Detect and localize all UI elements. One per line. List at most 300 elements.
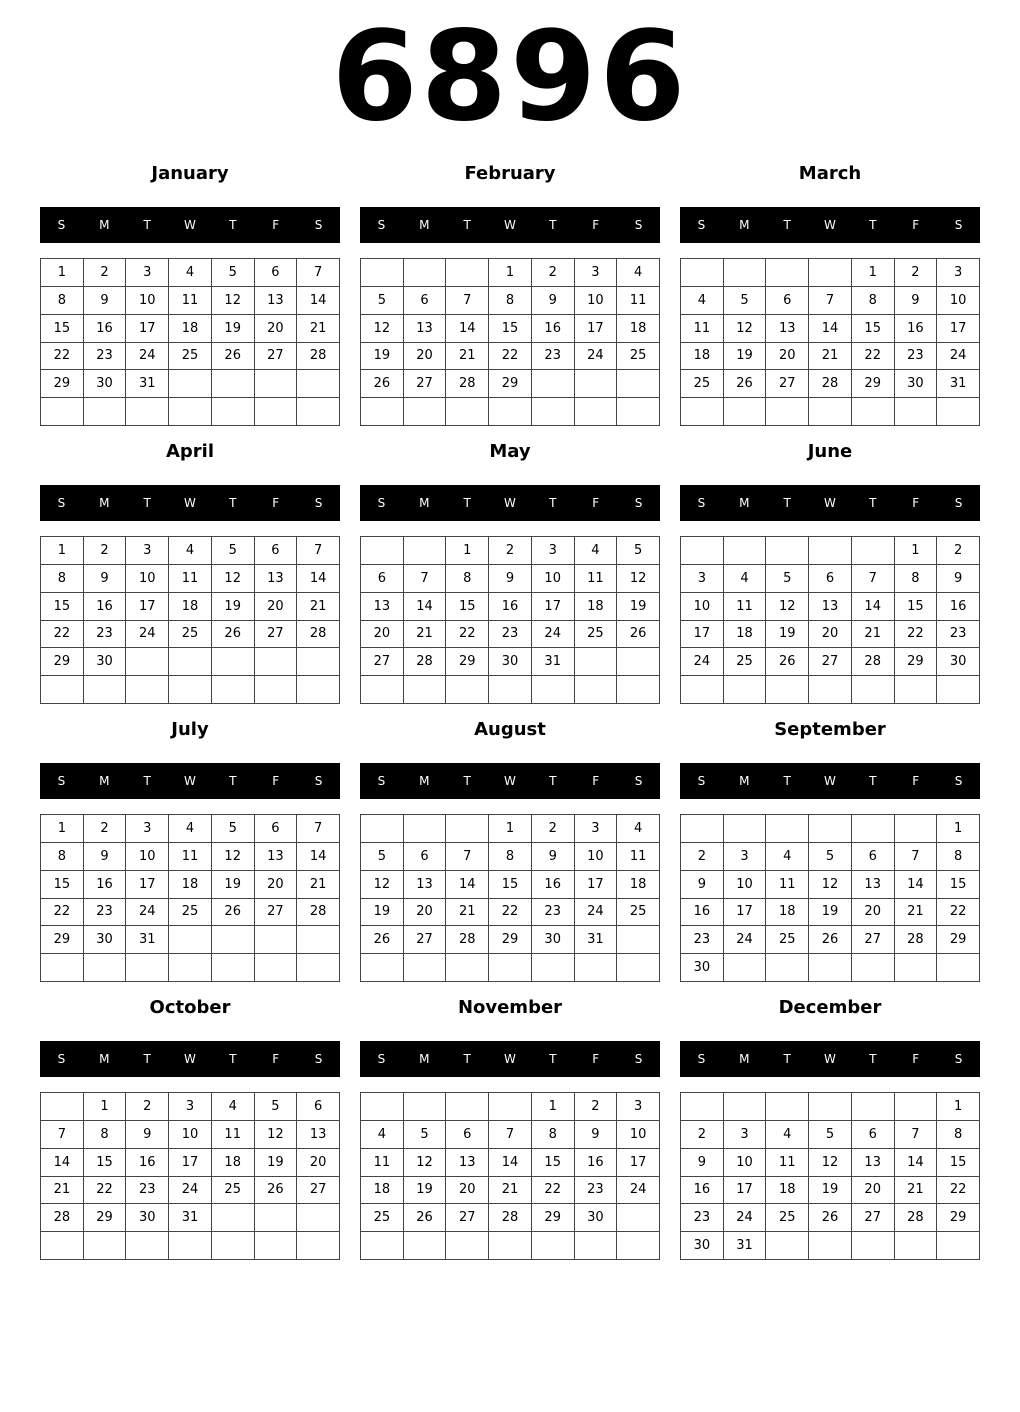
day-cell: 14 <box>809 315 852 343</box>
day-cell: 25 <box>724 648 767 676</box>
day-cell: 19 <box>255 1149 298 1177</box>
month-name: November <box>457 997 563 1018</box>
empty-day-cell <box>169 648 212 676</box>
day-cell: 25 <box>169 621 212 649</box>
days-grid <box>360 814 660 982</box>
day-cell: 9 <box>489 565 532 593</box>
empty-day-cell <box>852 1232 895 1260</box>
day-cell: 4 <box>766 1121 809 1149</box>
weekday-label: T <box>143 496 151 510</box>
empty-day-cell <box>766 398 809 426</box>
day-cell: 7 <box>809 287 852 315</box>
day-cell: 8 <box>937 1121 980 1149</box>
day-cell: 4 <box>724 565 767 593</box>
empty-day-cell <box>255 1232 298 1260</box>
empty-day-cell <box>766 954 809 982</box>
day-cell: 31 <box>169 1204 212 1232</box>
empty-day-cell <box>681 815 724 843</box>
empty-day-cell <box>404 954 447 982</box>
empty-day-cell <box>169 1232 212 1260</box>
weekday-label: S <box>377 218 386 232</box>
weekday-label: S <box>954 218 963 232</box>
empty-day-cell <box>852 815 895 843</box>
empty-day-cell <box>297 398 340 426</box>
month-name: August <box>474 719 546 740</box>
day-cell: 10 <box>169 1121 212 1149</box>
day-cell: 10 <box>532 565 575 593</box>
day-cell: 3 <box>724 1121 767 1149</box>
day-cell: 20 <box>852 1177 895 1205</box>
day-cell: 27 <box>852 926 895 954</box>
empty-day-cell <box>724 815 767 843</box>
weekday-label: W <box>824 496 836 510</box>
empty-day-cell <box>212 398 255 426</box>
empty-day-cell <box>126 676 169 704</box>
empty-day-cell <box>724 537 767 565</box>
day-cell: 26 <box>361 370 404 398</box>
weekday-label: T <box>869 774 877 788</box>
day-cell: 2 <box>575 1093 618 1121</box>
day-cell: 1 <box>41 815 84 843</box>
weekday-label: S <box>954 496 963 510</box>
day-cell: 13 <box>766 315 809 343</box>
day-cell: 29 <box>895 648 938 676</box>
empty-day-cell <box>724 1093 767 1121</box>
weekday-label: T <box>229 496 237 510</box>
day-cell: 22 <box>446 621 489 649</box>
day-cell: 14 <box>895 1149 938 1177</box>
day-cell: 22 <box>489 899 532 927</box>
empty-day-cell <box>361 1093 404 1121</box>
day-cell: 13 <box>361 593 404 621</box>
day-cell: 4 <box>361 1121 404 1149</box>
day-cell: 9 <box>126 1121 169 1149</box>
day-cell: 12 <box>766 593 809 621</box>
day-cell: 23 <box>937 621 980 649</box>
day-cell: 6 <box>361 565 404 593</box>
empty-day-cell <box>404 259 447 287</box>
day-cell: 12 <box>212 843 255 871</box>
day-cell: 2 <box>126 1093 169 1121</box>
day-cell: 13 <box>809 593 852 621</box>
day-cell: 9 <box>681 871 724 899</box>
day-cell: 26 <box>724 370 767 398</box>
empty-day-cell <box>766 259 809 287</box>
day-cell: 10 <box>126 565 169 593</box>
day-cell: 4 <box>169 259 212 287</box>
day-cell: 4 <box>169 815 212 843</box>
day-cell: 31 <box>126 370 169 398</box>
weekday-label: M <box>739 774 750 788</box>
empty-day-cell <box>446 815 489 843</box>
day-cell: 24 <box>681 648 724 676</box>
empty-day-cell <box>446 398 489 426</box>
day-cell: 8 <box>84 1121 127 1149</box>
day-cell: 4 <box>681 287 724 315</box>
empty-day-cell <box>41 1232 84 1260</box>
day-cell: 8 <box>41 565 84 593</box>
day-cell: 19 <box>617 593 660 621</box>
day-cell: 18 <box>169 315 212 343</box>
day-cell: 24 <box>575 899 618 927</box>
day-cell: 28 <box>895 1204 938 1232</box>
day-cell: 1 <box>84 1093 127 1121</box>
weekday-label: F <box>912 774 920 788</box>
day-cell: 22 <box>852 343 895 371</box>
day-cell: 14 <box>297 287 340 315</box>
day-cell: 2 <box>681 1121 724 1149</box>
weekday-label: W <box>504 774 516 788</box>
day-cell: 24 <box>532 621 575 649</box>
day-cell: 14 <box>41 1149 84 1177</box>
day-cell: 23 <box>681 1204 724 1232</box>
empty-day-cell <box>895 954 938 982</box>
day-cell: 2 <box>84 815 127 843</box>
day-cell: 27 <box>361 648 404 676</box>
empty-day-cell <box>255 398 298 426</box>
empty-day-cell <box>361 1232 404 1260</box>
day-cell: 30 <box>681 954 724 982</box>
weekday-label: M <box>99 218 110 232</box>
empty-day-cell <box>169 398 212 426</box>
day-cell: 28 <box>297 899 340 927</box>
day-cell: 15 <box>852 315 895 343</box>
empty-day-cell <box>489 1232 532 1260</box>
empty-day-cell <box>724 676 767 704</box>
day-cell: 30 <box>895 370 938 398</box>
day-cell: 6 <box>297 1093 340 1121</box>
weekday-label: M <box>739 496 750 510</box>
weekday-label: M <box>99 774 110 788</box>
day-cell: 15 <box>41 871 84 899</box>
day-cell: 7 <box>41 1121 84 1149</box>
day-cell: 19 <box>724 343 767 371</box>
day-cell: 23 <box>126 1177 169 1205</box>
day-cell: 26 <box>809 1204 852 1232</box>
day-cell: 16 <box>126 1149 169 1177</box>
day-cell: 27 <box>852 1204 895 1232</box>
weekday-label: S <box>634 496 643 510</box>
weekday-label: T <box>463 496 471 510</box>
empty-day-cell <box>84 398 127 426</box>
weekday-label: M <box>99 1052 110 1066</box>
empty-day-cell <box>532 370 575 398</box>
weekday-label: S <box>697 774 706 788</box>
empty-day-cell <box>255 954 298 982</box>
day-cell: 19 <box>212 315 255 343</box>
empty-day-cell <box>489 1093 532 1121</box>
day-cell: 22 <box>937 899 980 927</box>
day-cell: 29 <box>852 370 895 398</box>
day-cell: 26 <box>212 621 255 649</box>
day-cell: 24 <box>575 343 618 371</box>
month-name: July <box>171 719 209 740</box>
empty-day-cell <box>766 676 809 704</box>
day-cell: 26 <box>404 1204 447 1232</box>
day-cell: 9 <box>575 1121 618 1149</box>
day-cell: 1 <box>41 537 84 565</box>
day-cell: 10 <box>681 593 724 621</box>
weekday-label: T <box>549 496 557 510</box>
day-cell: 19 <box>212 871 255 899</box>
day-cell: 6 <box>852 843 895 871</box>
day-cell: 10 <box>724 871 767 899</box>
day-cell: 5 <box>212 815 255 843</box>
month-name: February <box>464 163 556 184</box>
day-cell: 1 <box>852 259 895 287</box>
empty-day-cell <box>809 954 852 982</box>
day-cell: 7 <box>297 537 340 565</box>
day-cell: 15 <box>41 315 84 343</box>
weekday-label: F <box>272 218 280 232</box>
day-cell: 22 <box>532 1177 575 1205</box>
day-cell: 15 <box>489 871 532 899</box>
weekday-label: T <box>869 218 877 232</box>
weekday-label: F <box>592 774 600 788</box>
day-cell: 7 <box>895 1121 938 1149</box>
day-cell: 8 <box>937 843 980 871</box>
day-cell: 21 <box>297 593 340 621</box>
day-cell: 25 <box>361 1204 404 1232</box>
empty-day-cell <box>809 815 852 843</box>
year-title: 6896 <box>331 5 689 149</box>
day-cell: 12 <box>212 287 255 315</box>
day-cell: 30 <box>84 648 127 676</box>
empty-day-cell <box>617 1232 660 1260</box>
day-cell: 13 <box>255 565 298 593</box>
empty-day-cell <box>681 259 724 287</box>
day-cell: 12 <box>361 315 404 343</box>
weekday-header <box>360 763 660 799</box>
day-cell: 11 <box>681 315 724 343</box>
weekday-label: W <box>824 774 836 788</box>
empty-day-cell <box>852 1093 895 1121</box>
empty-day-cell <box>575 954 618 982</box>
weekday-header <box>40 207 340 243</box>
day-cell: 5 <box>617 537 660 565</box>
day-cell: 2 <box>895 259 938 287</box>
empty-day-cell <box>169 370 212 398</box>
empty-day-cell <box>446 259 489 287</box>
day-cell: 14 <box>852 593 895 621</box>
empty-day-cell <box>532 676 575 704</box>
weekday-label: F <box>272 496 280 510</box>
empty-day-cell <box>361 537 404 565</box>
day-cell: 2 <box>681 843 724 871</box>
weekday-label: T <box>143 774 151 788</box>
day-cell: 3 <box>937 259 980 287</box>
day-cell: 16 <box>84 871 127 899</box>
day-cell: 23 <box>84 343 127 371</box>
day-cell: 1 <box>41 259 84 287</box>
empty-day-cell <box>766 1232 809 1260</box>
day-cell: 27 <box>255 899 298 927</box>
weekday-label: S <box>57 496 66 510</box>
day-cell: 21 <box>489 1177 532 1205</box>
day-cell: 12 <box>617 565 660 593</box>
empty-day-cell <box>895 1093 938 1121</box>
empty-day-cell <box>895 676 938 704</box>
day-cell: 24 <box>126 621 169 649</box>
day-cell: 13 <box>404 871 447 899</box>
empty-day-cell <box>404 676 447 704</box>
day-cell: 11 <box>617 843 660 871</box>
weekday-label: F <box>912 1052 920 1066</box>
day-cell: 11 <box>212 1121 255 1149</box>
day-cell: 24 <box>126 343 169 371</box>
day-cell: 11 <box>766 1149 809 1177</box>
empty-day-cell <box>297 1204 340 1232</box>
day-cell: 23 <box>532 899 575 927</box>
day-cell: 16 <box>532 871 575 899</box>
day-cell: 29 <box>937 926 980 954</box>
empty-day-cell <box>361 815 404 843</box>
day-cell: 18 <box>212 1149 255 1177</box>
day-cell: 16 <box>681 899 724 927</box>
day-cell: 8 <box>852 287 895 315</box>
day-cell: 15 <box>937 871 980 899</box>
day-cell: 29 <box>84 1204 127 1232</box>
day-cell: 2 <box>489 537 532 565</box>
day-cell: 25 <box>766 926 809 954</box>
day-cell: 12 <box>404 1149 447 1177</box>
day-cell: 11 <box>169 843 212 871</box>
weekday-label: W <box>184 218 196 232</box>
day-cell: 2 <box>937 537 980 565</box>
day-cell: 18 <box>766 1177 809 1205</box>
empty-day-cell <box>809 1093 852 1121</box>
empty-day-cell <box>404 815 447 843</box>
day-cell: 24 <box>724 926 767 954</box>
day-cell: 21 <box>809 343 852 371</box>
empty-day-cell <box>41 398 84 426</box>
empty-day-cell <box>532 954 575 982</box>
empty-day-cell <box>255 370 298 398</box>
day-cell: 24 <box>937 343 980 371</box>
weekday-label: F <box>912 496 920 510</box>
day-cell: 21 <box>404 621 447 649</box>
day-cell: 18 <box>169 871 212 899</box>
day-cell: 2 <box>532 259 575 287</box>
days-grid <box>360 258 660 426</box>
weekday-label: T <box>783 218 791 232</box>
day-cell: 6 <box>255 259 298 287</box>
empty-day-cell <box>681 537 724 565</box>
empty-day-cell <box>126 398 169 426</box>
days-grid <box>40 536 340 704</box>
empty-day-cell <box>617 398 660 426</box>
empty-day-cell <box>681 1093 724 1121</box>
day-cell: 8 <box>41 843 84 871</box>
weekday-label: S <box>377 496 386 510</box>
day-cell: 12 <box>724 315 767 343</box>
empty-day-cell <box>532 1232 575 1260</box>
day-cell: 25 <box>617 343 660 371</box>
day-cell: 14 <box>446 315 489 343</box>
day-cell: 10 <box>617 1121 660 1149</box>
day-cell: 30 <box>532 926 575 954</box>
weekday-header <box>40 763 340 799</box>
weekday-label: T <box>229 218 237 232</box>
day-cell: 6 <box>766 287 809 315</box>
weekday-label: S <box>954 1052 963 1066</box>
empty-day-cell <box>361 954 404 982</box>
weekday-label: S <box>57 218 66 232</box>
weekday-label: M <box>419 218 430 232</box>
empty-day-cell <box>575 676 618 704</box>
day-cell: 29 <box>41 370 84 398</box>
day-cell: 7 <box>895 843 938 871</box>
day-cell: 15 <box>84 1149 127 1177</box>
weekday-header <box>680 1041 980 1077</box>
day-cell: 26 <box>809 926 852 954</box>
day-cell: 20 <box>297 1149 340 1177</box>
weekday-label: S <box>634 218 643 232</box>
day-cell: 6 <box>404 287 447 315</box>
day-cell: 28 <box>41 1204 84 1232</box>
day-cell: 27 <box>404 370 447 398</box>
day-cell: 16 <box>895 315 938 343</box>
day-cell: 28 <box>895 926 938 954</box>
day-cell: 17 <box>681 621 724 649</box>
weekday-label: W <box>184 496 196 510</box>
day-cell: 16 <box>575 1149 618 1177</box>
weekday-label: F <box>592 1052 600 1066</box>
day-cell: 27 <box>297 1177 340 1205</box>
day-cell: 16 <box>84 593 127 621</box>
day-cell: 5 <box>404 1121 447 1149</box>
day-cell: 12 <box>361 871 404 899</box>
day-cell: 20 <box>809 621 852 649</box>
day-cell: 29 <box>446 648 489 676</box>
empty-day-cell <box>895 1232 938 1260</box>
day-cell: 29 <box>489 926 532 954</box>
day-cell: 13 <box>404 315 447 343</box>
day-cell: 30 <box>126 1204 169 1232</box>
day-cell: 31 <box>724 1232 767 1260</box>
day-cell: 31 <box>532 648 575 676</box>
month-name: October <box>149 997 231 1018</box>
empty-day-cell <box>766 537 809 565</box>
empty-day-cell <box>41 1093 84 1121</box>
weekday-label: S <box>377 1052 386 1066</box>
day-cell: 8 <box>532 1121 575 1149</box>
day-cell: 26 <box>212 899 255 927</box>
day-cell: 17 <box>617 1149 660 1177</box>
weekday-label: S <box>697 1052 706 1066</box>
empty-day-cell <box>724 398 767 426</box>
days-grid <box>680 1092 980 1260</box>
day-cell: 6 <box>809 565 852 593</box>
month-name: December <box>778 997 882 1018</box>
weekday-label: S <box>634 1052 643 1066</box>
empty-day-cell <box>766 815 809 843</box>
day-cell: 3 <box>532 537 575 565</box>
day-cell: 21 <box>446 899 489 927</box>
empty-day-cell <box>169 926 212 954</box>
empty-day-cell <box>724 954 767 982</box>
empty-day-cell <box>446 676 489 704</box>
day-cell: 8 <box>446 565 489 593</box>
day-cell: 22 <box>84 1177 127 1205</box>
weekday-label: M <box>739 1052 750 1066</box>
day-cell: 3 <box>126 815 169 843</box>
day-cell: 15 <box>41 593 84 621</box>
day-cell: 24 <box>617 1177 660 1205</box>
day-cell: 6 <box>404 843 447 871</box>
day-cell: 20 <box>255 871 298 899</box>
day-cell: 11 <box>169 287 212 315</box>
